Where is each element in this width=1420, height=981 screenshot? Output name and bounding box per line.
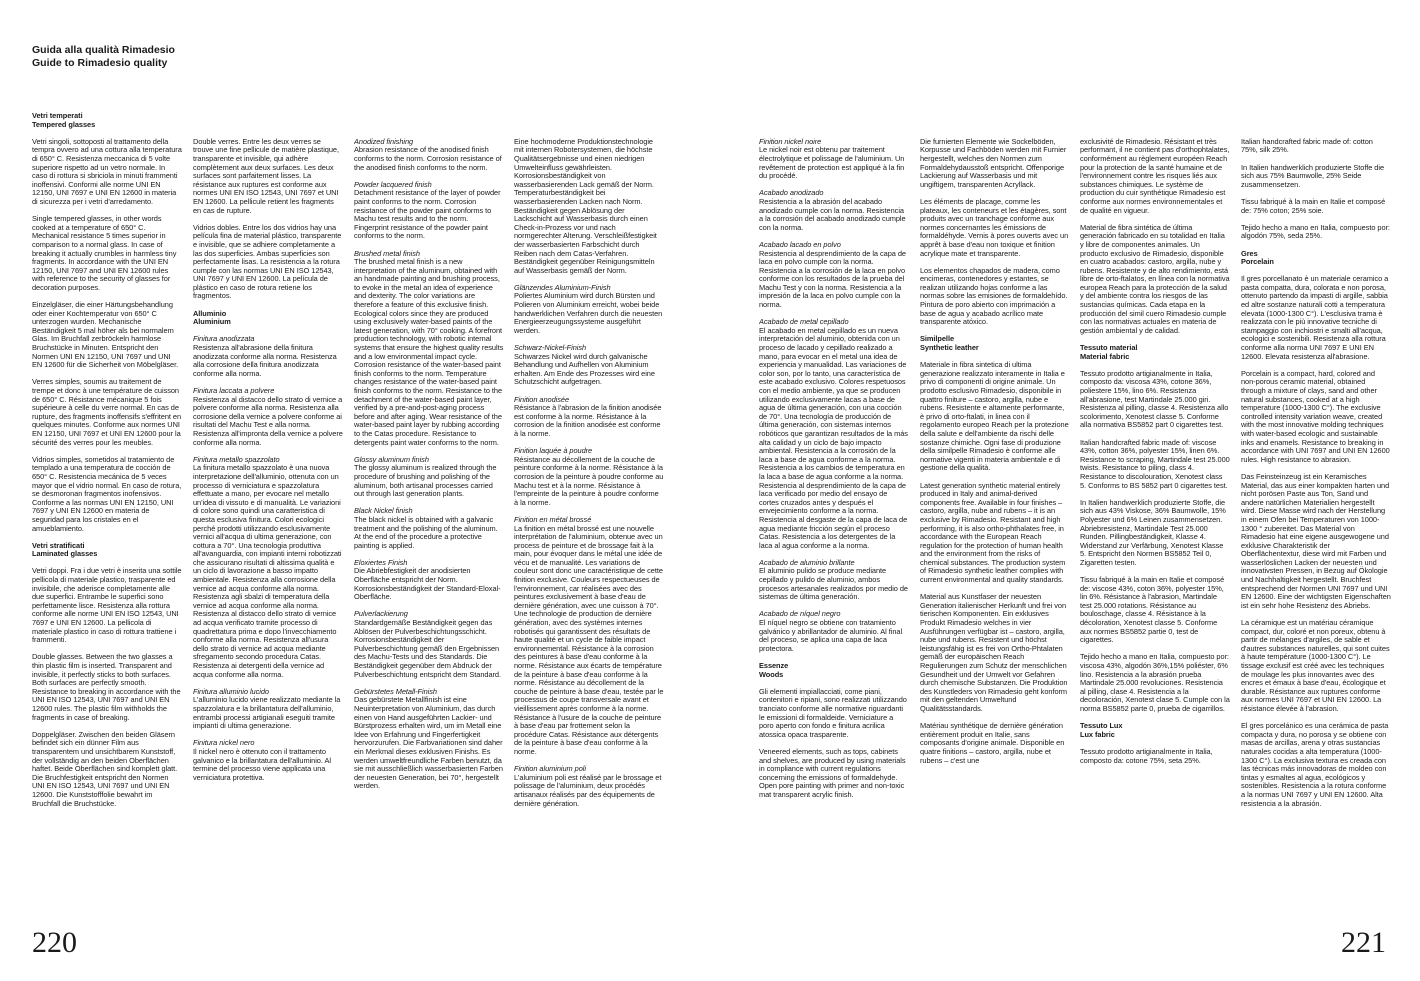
paragraph: Los elementos chapados de madera, como encimeras, contenedores y estantes, se realizan utilizando hojas conforme a las normas sobre las emisiones de formaldehído. Pintura de poro abierto con imprimación a base de agua y acabado acrílico mate transparente atóxico. bbox=[920, 265, 1068, 327]
subheading: Powder lacquered finish bbox=[354, 179, 432, 189]
paragraph: Schwarzes Nickel wird durch galvanische Behandlung und Aufhellen von Aluminium erhalten. Am Ende des Prozesses wird eine Schutzschicht aufgetragen. bbox=[514, 351, 655, 387]
subheading: Acabado de níquel negro bbox=[759, 609, 841, 619]
paragraph: Tejido hecho a mano en Italia, compuesto por: viscosa 43%, algodón 36%,15% poliéster, 6% lino. Resistencia a la abrasión prueba Martindale 25.000 revoluciones. Resistencia al pilling, clase 4. Resistencia a la decoloración, Xenotest clase 5. Cumple con la norma BS5852 parte 0, prueba de cigarrillos. bbox=[1080, 652, 1230, 713]
section-heading: Alluminio bbox=[193, 308, 227, 318]
paragraph: Le nickel noir est obtenu par traitement électrolytique et polissage de l'aluminium. Un revêtement de protection est appliqué à la fin du procédé. bbox=[759, 145, 905, 181]
paragraph: Standardgemäße Beständigkeit gegen das Ablösen der Pulverbeschichtungsschicht. Korrosionsbeständigkeit der Pulverbeschichtung gemäß den Ergebnissen des Machu-Tests und des Standards. Die Beständigkeit gegenüber dem Abdruck der Pulverbeschichtung entspricht dem Standard. bbox=[354, 618, 501, 679]
section-heading: Vetri temperati bbox=[32, 112, 83, 120]
subheading: Finitura laccata a polvere bbox=[193, 386, 275, 395]
paragraph: Italian handcrafted fabric made of: viscose 43%, cotton 36%, polyester 15%, linen 6%. Resistance to scraping, Martindale test 25.000 twists. Resistance to piling, class 4. Resistance to discolouration, Xenotest class 5. Conforms to BS 5852 part 0 cigarettes test. bbox=[1080, 437, 1230, 490]
paragraph: El acabado en metal cepillado es un nueva interpretación del aluminio, obtenida con un proceso de lacado y cepillado realizado a mano, para evocar en el metal una idea de experiencia y manualidad. Las variaciones de color son, por lo tanto, una característica de este acabado exclusivo. Colores respetuosos con el medio ambiente, ya que se producen utilizando exclusivamente lacas a base de agua de última generación, con una cocción de 70°. Una tecnología de producción de última generación, con sistemas internos robóticos que garantizan resultados de la más alta calidad y un ciclo de bajo impacto ambiental. Resistencia a la corrosión de la laca a base de agua conforme a la norma. Resistencia a los cambios de temperatura en la laca a base de agua conforme a la norma. Resistencia al desprendimiento de la capa de laca verificado por medio del ensayo de cortes cruzados antes y después el envejecimiento conforme a la norma. Resistencia al desgaste de la capa de laca de agua mediante fricción según el proceso Catas. Resistencia a los detergentes de la laca al agua conforme a la norma. bbox=[759, 325, 908, 550]
paragraph: Material de fibra sintética de última generación fabricado en su totalidad en Italia y libre de componentes animales. Un producto exclusivo de Rimadesio, disponible en cuatro acabados: castoro, argilla, nube y rubens. Resistente y de alto rendimiento, está libre de orto-ftalatos, en línea con la normativa europea Reach para la protección de la salud y del ambiente contra los riesgos de las sustancias químicas. Cada etapa en la producción del simil cuero Rimadesio cumple con las normativas actuales en materia de gestión ambiental y de calidad. bbox=[1080, 222, 1230, 335]
paragraph: El aluminio pulido se produce mediante cepillado y pulido de aluminio, ambos procesos artesanales realizados por medio de sistemas de última generación. bbox=[759, 566, 908, 602]
subheading: Schwarz-Nickel-Finish bbox=[514, 343, 587, 353]
paragraph: Tissu fabriqué à la main en Italie et composé de: 75% coton; 25% soie. bbox=[1241, 196, 1386, 215]
paragraph: Material aus Kunstfaser der neuesten Generation italienischer Herkunft und frei von tierischen Komponenten. Ein exklusives Produkt Rimadesio welches in vier Ausführungen verfügbar ist – castoro, argilla, nube und rubens. Resistent und höchst leistungsfähig ist es frei von Ortho-Phtalaten gemäß der europäischen Reach Regulierungen zum Schutz der menschlichen Gesundheit und der Umwelt vor Gefahren durch chemische Substanzen. Die Produktion des Kunstleders von Rimadesio geht konform mit den geltenden Umweltund Qualitätsstandards. bbox=[920, 592, 1068, 713]
section-heading-en: Woods bbox=[759, 669, 784, 679]
paragraph: The brushed metal finish is a new interpretation of the aluminum, obtained with an handmade painting and brushing process, to evoke in the metal an idea of experience and dexterity. The color variations are therefore a feature of this exclusive finish. Ecological colors since they are produced using exclusively water-based paints of the latest generation, with 70° cooking. A forefront production technology, with robotic internal systems that ensure the highest quality results and a low environmental impact cycle. Corrosion resistance of the water-based paint finish conforms to the norm. Temperature changes resistance of the water-based paint finish conforms to the norm. Resistance to the detachment of the water-based paint layer, verified by a pre-and-post-aging process before and after aging. Wear resistance of the water-based paint layer by rubbing according to the Catas procedure. Resistance to detergents paint water conforms to the norm. bbox=[354, 257, 504, 447]
paragraph: El níquel negro se obtiene con tratamiento galvánico y abrillantador de aluminio. Al final del proceso, se aplica una capa de laca protectora. bbox=[759, 618, 903, 653]
paragraph: Materiale in fibra sintetica di ultima generazione realizzato interamente in Italia e privo di componenti di origine animale. Un prodotto esclusivo Rimadesio, disponibile in quattro finiture – castoro, argilla, nube e rubens. Resistente e altamente performante, è privo di orto-ftalati, in linea con il regolamento europeo Reach per la protezione della salute e dell'ambiente da rischi delle sostanze chimiche. Ogni fase di produzione della similpelle Rimadesio è conforme alle normative vigenti in materia ambientale e di gestione della qualità. bbox=[920, 360, 1069, 473]
paragraph: In Italien handwerklich produzierte Stoffe die sich aus 75% Baumwolle, 25% Seide zusammensetzen. bbox=[1241, 162, 1385, 189]
text-column-5 bbox=[759, 112, 909, 914]
subheading: Acabado de metal cepillado bbox=[759, 317, 849, 327]
paragraph: L'aluminium poli est réalisé par le brossage et polissage de l'aluminium, deux procédés artisanaux réalisés par des équipements de dernière génération. bbox=[514, 772, 662, 808]
page-number-right: 221 bbox=[1341, 926, 1386, 959]
paragraph: Vidrios simples, sometidos al tratamiento de templado a una temperatura de cocción de 650° C. Resistencia mecánica de 5 veces mayor que el vidrio normal. En caso de rotura, se desmoronan fragmentos inofensivos. Conforme a las normas UNI EN 12150, UNI 7697 y UNI EN 12600 en materia de seguridad para los cristales en el amueblamiento. bbox=[32, 454, 182, 533]
paragraph: Double verres. Entre les deux verres se trouve une fine pellicule de matière plastique, transparente et invisible, qui adhère complètement aux deux surfaces. Les deux surfaces sont parfaitement lisses. La résistance aux ruptures est conforme aux normes UNI EN ISO 12543, UNI 7697 et UNI EN 12600. La pellicule retient les fragments en cas de rupture. bbox=[193, 136, 339, 215]
paragraph: Verres simples, soumis au traitement de trempe et donc à une température de cuisson de 650° C. Résistance mécanique 5 fois supérieure à celle du verre normal. En cas de rupture, des fragments inoffensifs s'effritent en quelques minutes. Conforme aux normes UNI EN 12150, UNI 7697 et UNI EN 12600 pour la sécurité des verres pour les meubles. bbox=[32, 377, 182, 447]
paragraph: La céramique est un matériau céramique compact, dur, coloré et non poreux, obtenu à partir de mélanges d'argiles, de sable et d'autres substances naturelles, qui sont cuites à haute température (1000-1300 C°). Le tissage exclusif est créé avec les techniques de moulage les plus innovantes avec des encres et émaux à base d'eau, écologique et durable. Résistance aux ruptures conforme aux normes UNI 7697 et UNI EN 12600. La résistance élevée à l'abrasion. bbox=[1241, 618, 1390, 713]
paragraph: Poliertes Aluminium wird durch Bürsten und Polieren von Aluminium erreicht, wobei beide handwerklichen Verfahren durch die neuesten Energieerzeugungssysteme ausgeführt werden. bbox=[514, 291, 663, 335]
title-italian: Guida alla qualità Rimadesio bbox=[32, 44, 175, 56]
paragraph: Die Abriebfestigkeit der anodisierten Oberfläche entspricht der Norm. Korrosionsbeständigkeit der Standard-Eloxal-Oberfläche. bbox=[354, 566, 501, 602]
text-column-1 bbox=[32, 112, 182, 914]
paragraph: Porcelain is a compact, hard, colored and non-porous ceramic material, obtained through a mixture of clays, sand and other natural substances, cooked at a high temperature (1000-1300 C°). The exclusive controlled intensity variation weave, created with the most innovative molding techniques with water-based ecologic and sustainable inks and enamels. Resistance to breaking in accordance with UNI 7697 and UNI EN 12600 rules. High resistance to abrasion. bbox=[1241, 368, 1390, 464]
subheading: Black Nickel finish bbox=[354, 506, 413, 516]
section-heading-en: Laminated glasses bbox=[32, 549, 98, 559]
paragraph: Vetri doppi. Fra i due vetri è inserita una sottile pellicola di materiale plastico, trasparente ed invisibile, che aderisce completamente alle due superfici. Entrambe le superfici sono perfettamente lisce. Resistenza alla rottura conforme alle norme UNI EN ISO 12543, UNI 7697 e UNI EN 12600. La pellicola di materiale plastico in caso di rottura trattiene i frammenti. bbox=[32, 566, 182, 645]
text-column-3 bbox=[354, 112, 504, 914]
section-heading-en: Aluminium bbox=[193, 317, 231, 327]
paragraph: Abrasion resistance of the anodised finish conforms to the norm. Corrosion resistance of the anodised finish conforms to the norm. bbox=[354, 145, 502, 172]
section-heading: Essenze bbox=[759, 661, 789, 670]
text-column-7 bbox=[1080, 112, 1230, 914]
subheading: Glossy aluminum finish bbox=[354, 454, 429, 464]
paragraph: Die furnierten Elemente wie Sockelböden, Korpusse und Fachböden werden mit Furnier hergestellt, welches den Normen zum Formaldehydausstoß entspricht. Offenporige Lackierung auf Wasserbasis und mit ungiftigem, transparenten Acryllack. bbox=[920, 136, 1067, 189]
section-heading-en: Material fabric bbox=[1080, 351, 1130, 361]
section-heading: Tessuto Lux bbox=[1080, 721, 1123, 731]
paragraph: Résistance à l'abrasion de la finition anodisée est conforme à la norme. Résistance à la corrosion de la finition anodisée est conforme à la norme. bbox=[514, 403, 662, 438]
section-heading-en: Lux fabric bbox=[1080, 729, 1115, 739]
section-heading: Similpelle bbox=[920, 334, 955, 344]
paragraph: L'alluminio lucido viene realizzato mediante la spazzolatura e la brillantatura dell'alluminio, entrambi processi artigianali eseguiti tramite impianti di ultima generazione. bbox=[193, 695, 341, 731]
subheading: Finition laquée à poudre bbox=[514, 446, 593, 456]
paragraph: Vidrios dobles. Entre los dos vidrios hay una película fina de material plástico, transparente e invisible, que se adhiere completamente a las dos superficies. Ambas superficies son perfectamente lisas. La resistencia a la rotura cumple con las normas UNI EN ISO 12543, UNI 7697 y UNI EN 12600. La película de plástico en caso de rotura retiene los fragmentos. bbox=[193, 222, 342, 301]
paragraph: Detachment resistance of the layer of powder paint conforms to the norm. Corrosion resistance of the powder paint conforms to Machu test results and to the norm. Fingerprint resistance of the powder paint conforms to the norm. bbox=[354, 188, 501, 241]
section-heading-en: Porcelain bbox=[1241, 257, 1274, 267]
paragraph: Il gres porcellanato è un materiale ceramico a pasta compatta, dura, colorata e non porosa, ottenuto partendo da impasti di argille, sabbia ed altre sostanze naturali cotti a temperatura elevata (1000-1300 C°). L'esclusiva trama è realizzata con le più innovative tecniche di stampaggio con inchiostri e smalti all'acqua, ecologici e sostenibili. Resistenza alla rottura conforme alla norma UNI 7697 E UNI EN 12600. Elevata resistenza all'abrasione. bbox=[1241, 274, 1389, 361]
text-column-2 bbox=[193, 112, 343, 914]
paragraph: Tissu fabriqué à la main en Italie et composé de: viscose 43%, coton 36%, polyester 15%, lin 6%. Résistance à l'abrasion, Martindale test 25.000 rotations. Résistance au bouloschage, classe 4. Résistance à la décoloration, Xenotest classe 5. Conforme aux normes BS5852 partie 0, test de cigarettes. bbox=[1080, 575, 1225, 645]
paragraph: Doppelgläser. Zwischen den beiden Gläsern befindet sich ein dünner Film aus transparentem und unsichtbarem Kunststoff, der vollständig an den beiden Oberflächen haftet. Beide Oberflächen sind komplett glatt. Die Bruchfestigkeit entspricht den Normen UNI EN ISO 12543, UNI 7697 und UNI EN 12600. Die Kunststofffolie bewahrt im Bruchfall die Bruchstücke. bbox=[32, 729, 178, 808]
paragraph: Tessuto prodotto artigianalmente in Italia, composto da: viscosa 43%, cotone 36%, poliestere 15%, lino 6%. Resistenza all'abrasione, test Martindale 25.000 giri. Resistenza al pilling, classe 4. Resistenza allo scolorimento, Xenotest classe 5. Conforme alla normativa BS5852 part 0 cigarettes test. bbox=[1080, 368, 1229, 430]
section-heading-en: Tempered glasses bbox=[32, 119, 96, 129]
section-heading: Tessuto material bbox=[1080, 343, 1138, 353]
paragraph: Latest generation synthetic material entirely produced in Italy and animal-derived components free. Available in four finishes – castoro, argilla, nube and rubens – it is an exclusive by Rimadesio. Resistant and high performing, it is also ortho-phthalates free, in accordance with the European Reach regulation for the protection of human health and the environment from the risks of chemical substances. The production system of Rimadesio synthetic leather complies with current environmental and quality standards. bbox=[920, 480, 1066, 585]
paragraph: Resistenza all'abrasione della finitura anodizzata conforme alla norma. Resistenza alla corrosione della finitura anodizzata conforme alla norma. bbox=[193, 343, 337, 378]
text-column-8 bbox=[1241, 112, 1391, 914]
subheading: Finition en métal brossé bbox=[514, 514, 592, 524]
paragraph: Vetri singoli, sottoposti al trattamento della tempra ovvero ad una cottura alla temperatura di 650° C. Resistenza meccanica di 5 volte superiore rispetto ad un vetro normale. In caso di rottura si sbriciola in minuti frammenti inoffensivi. Conformi alle norme UNI EN 12150, UNI 7697 e UNI EN 12600 in materia di sicurezza per i vetri d'arredamento. bbox=[32, 136, 182, 206]
subheading: Acabado anodizado bbox=[759, 188, 824, 198]
subheading: Finitura nickel nero bbox=[193, 738, 255, 748]
paragraph: Das Feinsteinzeug ist ein Keramisches Material, das aus einer kompakten harten und nicht porösen Paste aus Ton, Sand und andere natürlichen Materialien hergestellt wird. Diese Masse wird nach der Herstellung in einem Ofen bei Temperaturen von 1000-1300 ° zubereitet. Das Material von Rimadesio hat eine eigene ausgewogene und exklusive Charakteristik der Oberflächentextur, diese wird mit Farben und wasserlöslichen Lacken der neuesten und innovativsten Pressen, in Bezug auf Ökologie und Nachhaltigkeit hergestellt. Bruchfest entsprechend der Normen UNI 7697 und UNI EN 12600. Eine der wichtigsten Eigenschaften ist ein sehr hohe Resistenz des Abriebs. bbox=[1241, 471, 1391, 610]
subheading: Eloxiertes Finish bbox=[354, 557, 408, 567]
section-heading: Gres bbox=[1241, 248, 1258, 258]
paragraph: Gli elementi impiallacciati, come piani, contenitori e ripiani, sono realizzati utilizzando tranciato conforme alle normative riguardanti le emissioni di formaldeide. Verniciature a poro aperto con fondo e finitura acrilica atossica opaca trasparente. bbox=[759, 686, 907, 739]
paragraph: La finition en métal brossé est une nouvelle interprétation de l'aluminium, obtenue avec un process de peinture et de brossage fait à la main, pour évoquer dans le métal une idée de vécu et de manualité. Les variations de couleur sont donc une caractéristique de cette finition exclusive. Couleurs respectueuses de l'environnement, car réalisées avec des peintures exclusivement à base d'eau de dernière génération, avec une cuisson à 70°. Une technologie de production de dernière génération, avec des systèmes internes robotisés qui garantissent des résultats de haute qualité et un cycle de faible impact environnemental. Résistance à la corrosion des peintures à base d'eau conforme à la norme. Résistance aux écarts de température de la peinture à base d'eau conforme à la norme. Résistance au décollement de la couche de peinture à base d'eau, testée par le processus de coupe transversale avant et vieillissement après conforme à la norme. Résistance à l'usure de la couche de peinture à base d'eau par frottement selon la procédure Catas. Résistance aux détergents de la peinture à base d'eau conforme à la norme. bbox=[514, 523, 664, 756]
section-heading-en: Synthetic leather bbox=[920, 343, 979, 353]
subheading: Pulverlackierung bbox=[354, 609, 408, 619]
subheading: Acabado lacado en polvo bbox=[759, 239, 841, 249]
paragraph: Single tempered glasses, in other words cooked at a temperature of 650° C. Mechanical resistance 5 times superior in comparison to a normal glass. In case of breaking it actually crumbles in harmless tiny fragments. In accordance with the UNI EN 12150, UNI 7697 and UNI EN 12600 rules with reference to the security of glasses for decoration purposes. bbox=[32, 214, 177, 292]
page-title bbox=[32, 44, 175, 70]
paragraph: The black nickel is obtained with a galvanic treatment and the polishing of the aluminum. At the end of the procedure a protective painting is applied. bbox=[354, 514, 498, 550]
paragraph: Resistencia al desprendimiento de la capa de laca en polvo cumple con la norma. Resistencia a la corrosión de la laca en polvo conforme con los resultados de la prueba del Machu Test y con la norma. Resistencia a la impresión de la laca en polvo cumple con la norma. bbox=[759, 248, 906, 310]
paragraph: Resistenza al distacco dello strato di vernice a polvere conforme alla norma. Resistenza alla corrosione della vernice a polvere conforme ai risultati del Machu Test e alla norma. Resistenza all'impronta della vernice a polvere conforme alla norma. bbox=[193, 394, 343, 447]
subheading: Finitura alluminio lucido bbox=[193, 686, 269, 696]
paragraph: La finitura metallo spazzolato è una nuova interpretazione dell'alluminio, ottenuta con un processo di verniciatura e spazzolatura effettuate a mano, per evocare nel metallo un'idea di vissuto e di manualità. Le variazioni di colore sono quindi una caratteristica di questa esclusiva finitura. Colori ecologici perché prodotti utilizzando esclusivamente vernici all'acqua di ultima generazione, con cottura a 70°. Una tecnologia produttiva all'avanguardia, con impianti interni robotizzati che assicurano risultati di altissima qualità e un ciclo di lavorazione a basso impatto ambientale. Resistenza alla corrosione della vernice ad acqua conforme alla norma. Resistenza agli sbalzi di temperatura della vernice ad acqua conforme alla norma. Resistenza al distacco dello strato di vernice ad acqua verificato tramite processo di quadrettatura prima e dopo l'invecchiamento conforme alla norma. Resistenza all'usura dello strato di vernice ad acqua mediante sfregamento secondo procedura Catas. Resistenza ai detergenti della vernice ad acqua conforme alla norma. bbox=[193, 463, 342, 679]
subheading: Finitura metallo spazzolato bbox=[193, 454, 280, 464]
subheading: Anodized finishing bbox=[354, 136, 414, 146]
paragraph: Das gebürstete Metallfinish ist eine Neuinterpretation von Aluminium, das durch einen von Hand ausgeführten Lackier- und Bürstprozess erhalten wird, um im Metall eine Idee von Erfahrung und Fingerfertigkeit hervorzurufen. Die Farbvariationen sind daher ein Merkmal dieses exklusiven Finishs. Es werden umweltfreundliche Farben benutzt, da sie mit ausschließlich wasserbasierten Farben der neuesten Generation, bei 70°, hergestellt werden. bbox=[354, 695, 503, 791]
paragraph: The glossy aluminum is realized through the procedure of brushing and polishing of the aluminum, both artisanal processes carried out through last generation plants. bbox=[354, 463, 497, 499]
paragraph: exclusivité de Rimadesio. Résistant et très performant, il ne contient pas d'orthophtalates, conformément au règlement européen Reach pour la protection de la santé humaine et de l'environnement contre les risques liés aux substances chimiques. Le système de production du cuir synthétique Rimadesio est conforme aux normes environnementales et de qualité en vigueur. bbox=[1080, 136, 1230, 215]
subheading: Finition nickel noire bbox=[759, 136, 822, 146]
paragraph: Italian handcrafted fabric made of: cotton 75%, silk 25%. bbox=[1241, 136, 1373, 155]
subheading: Gebürstetes Metall-Finish bbox=[354, 686, 437, 696]
page-number-left: 220 bbox=[32, 926, 77, 959]
paragraph: Matériau synthétique de dernière génération entièrement produit en Italie, sans composants d'origine animale. Disponible en quatre finitions – castoro, argilla, nube et rubens – c'est une bbox=[920, 721, 1065, 765]
paragraph: Veneered elements, such as tops, cabinets and shelves, are produced by using materials in compliance with current regulations concerning the emissions of formaldehyde. Open pore painting with primer and non-toxic mat transparent acrylic finish. bbox=[759, 746, 906, 799]
paragraph: Tessuto prodotto artigianalmente in Italia, composto da: cotone 75%, seta 25%. bbox=[1080, 746, 1213, 765]
subheading: Acabado de aluminio brillante bbox=[759, 557, 855, 567]
paragraph: Einzelgläser, die einer Härtungsbehandlung oder einer Kochtemperatur von 650° C unterzogen wurden. Mechanische Beständigkeit 5 mal höher als bei normalem Glas. Im Bruchfall zerbröckeln harmlose Bruchstücke in Minuten. Entspricht den Normen UNI EN 12150, UNI 7697 und UNI EN 12600 für die Sicherheit von Möbelgläser. bbox=[32, 300, 179, 370]
paragraph: El gres porcelánico es una cerámica de pasta compacta y dura, no porosa y se obtiene con masas de arcillas, arena y otras sustancias naturales cocidas a alta temperatura (1000-1300 C°). La exclusiva textura es creada con las técnicas más innovadoras de moldeo con tintas y esmaltes al agua, ecológicos y sostenibles. Resistencia a la rotura conforme a la normas UNI 7697 y UNI EN 12600. Alta resistencia a la abrasión. bbox=[1241, 721, 1389, 808]
text-column-4 bbox=[514, 112, 664, 914]
paragraph: Il nickel nero è ottenuto con il trattamento galvanico e la brillantatura dell'alluminio. Al termine del processo viene applicata una verniciatura protettiva. bbox=[193, 746, 331, 782]
subheading: Finition aluminium poli bbox=[514, 764, 586, 774]
title-english: Guide to Rimadesio quality bbox=[32, 57, 168, 69]
text-column-6 bbox=[920, 112, 1070, 914]
subheading: Brushed metal finish bbox=[354, 248, 420, 258]
subheading: Finition anodisée bbox=[514, 394, 570, 404]
paragraph: In Italien handwerklich produzierte Stoffe, die sich aus 43% Viskose, 36% Baumwolle, 15% Polyester und 6% Leinen zusammensetzen. Abriebresistenz, Martindale Test 25.000 Runden. Pillingbeständigkeit, Klasse 4. Widerstand zur Verfärbung, Xenotest Klasse 5. Entspricht den Normen BS5852 Teil 0, Zigaretten testen. bbox=[1080, 497, 1226, 567]
paragraph: Tejido hecho a mano en Italia, compuesto por: algodón 75%, seda 25%. bbox=[1241, 222, 1390, 241]
paragraph: Eine hochmoderne Produktionstechnologie mit internen Robotersystemen, die höchste Qualitätsergebnisse und einen niedrigen Umwelteinfluss gewährleisten. Korrosionsbeständigkeit von wasserbasierenden Lack gemäß der Norm. Temperaturbeständigkeit bei wasserbasierenden Lacken nach Norm. Beständigkeit gegen Ablösung der Lackschicht auf Wasserbasis durch einen Check-in-Prozess vor und nach normgerechter Alterung. Verschleißfestigkeit der wasserbasierten Farbschicht durch Reiben nach dem Catas-Verfahren. Beständigkeit gegenüber Reinigungsmitteln auf Wasserbasis gemäß der Norm. bbox=[514, 136, 657, 275]
subheading: Glänzendes Aluminium-Finish bbox=[514, 282, 611, 292]
paragraph: Double glasses. Between the two glasses a thin plastic film is inserted. Transparent and invisible, it perfectly sticks to both surfaces. Both surfaces are perfectly smooth. Resistance to breaking in accordance with the UNI EN ISO 12543, UNI 7697 and UNI EN 12600 rules. The plastic film withholds the fragments in case of breaking. bbox=[32, 652, 181, 722]
paragraph: Résistance au décollement de la couche de peinture conforme à la norme. Résistance à la corrosion de la peinture à poudre conforme au Machu test et à la norme. Résistance à l'empreinte de la peinture à poudre conforme à la norme. bbox=[514, 454, 664, 507]
section-heading: Vetri stratificati bbox=[32, 540, 85, 550]
subheading: Finitura anodizzata bbox=[193, 334, 255, 344]
paragraph: Les éléments de placage, comme les plateaux, les conteneurs et les étagères, sont produits avec un tranchage conforme aux normes concernantes les émissions de formaldéhyde. Vernis à pores ouverts avec un apprêt à base d'eau non toxique et finition acrylique mate et transparente. bbox=[920, 196, 1069, 258]
paragraph: Resistencia a la abrasión del acabado anodizado cumple con la norma. Resistencia a la corrosión del acabado anodizado cumple con la norma. bbox=[759, 196, 906, 232]
